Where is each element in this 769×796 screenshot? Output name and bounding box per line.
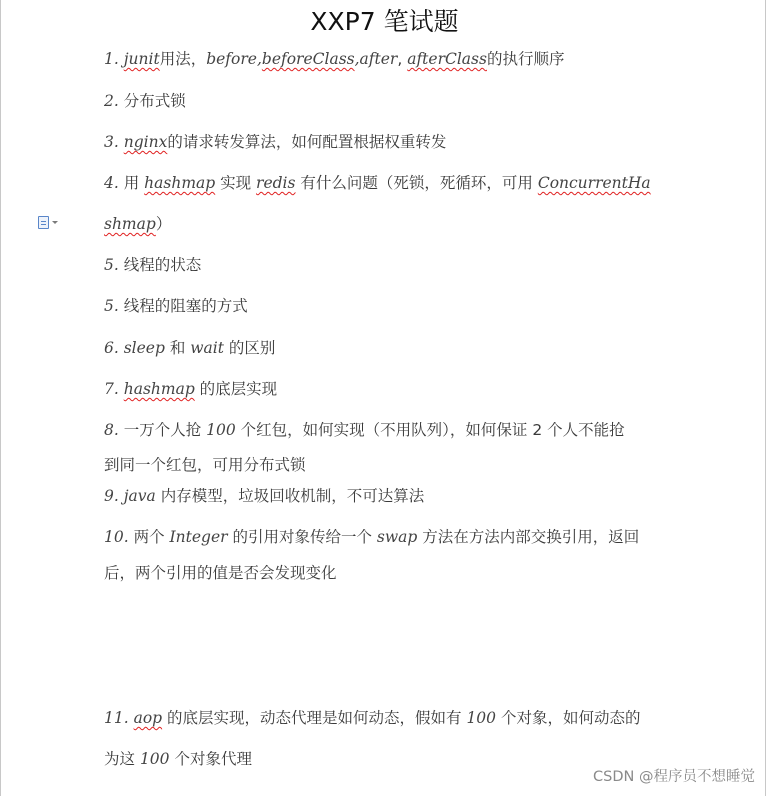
question-number: 1.: [104, 50, 124, 68]
question-number: 6.: [104, 339, 124, 357]
question-7: [104, 378, 277, 400]
text-segment: 两个: [133, 528, 170, 546]
question-11: [104, 707, 640, 729]
page-border-right: [765, 0, 766, 796]
question-number: 5.: [104, 256, 124, 274]
chevron-down-icon: [52, 221, 58, 224]
keyword-integer: Integer: [169, 528, 228, 546]
question-5-b: [104, 295, 248, 317]
text-segment: 的请求转发算法，如何配置根据权重转发: [167, 133, 447, 151]
text-segment: 内存模型，垃圾回收机制，不可达算法: [155, 487, 425, 505]
question-3: [104, 131, 446, 153]
text-segment: 线程的状态: [123, 256, 202, 274]
question-number: 2.: [104, 92, 124, 110]
keyword-before: before: [206, 50, 257, 68]
keyword-concurrenthashmap-end: shmap: [104, 215, 156, 233]
text-segment: 用法，: [159, 50, 207, 68]
text-segment: 的底层实现，动态代理是如何动态，假如有: [162, 709, 467, 727]
text-segment: 个对象代理: [169, 750, 252, 768]
keyword-hashmap: hashmap: [123, 380, 195, 398]
keyword-concurrenthashmap: ConcurrentHa: [537, 174, 651, 192]
question-number: 4.: [104, 174, 124, 192]
keyword-beforeclass: beforeClass: [261, 50, 355, 68]
keyword-aop: aop: [133, 709, 163, 727]
number-100: 100: [139, 750, 170, 768]
number-100: 100: [466, 709, 497, 727]
text-segment: ,: [256, 50, 262, 68]
question-1: [104, 48, 564, 70]
text-segment: 个红包，如何实现（不用队列），如何保证 2 个人不能抢: [235, 421, 625, 439]
text-segment: ）: [155, 215, 172, 233]
text-segment: 线程的阻塞的方式: [123, 297, 248, 315]
question-6: [104, 337, 275, 359]
text-segment: 个对象，如何动态的: [496, 709, 641, 727]
text-segment: 方法在方法内部交换引用，返回: [417, 528, 640, 546]
document-comment-icon[interactable]: [38, 214, 64, 230]
text-segment: 为这: [104, 750, 140, 768]
document-title: XXP7 笔试题: [310, 7, 459, 36]
keyword-redis: redis: [256, 174, 296, 192]
keyword-junit: junit: [123, 50, 160, 68]
keyword-afterclass: afterClass: [407, 50, 487, 68]
keyword-nginx: nginx: [123, 133, 168, 151]
watermark: CSDN @程序员不想睡觉: [593, 769, 755, 785]
question-4-continued: [104, 213, 171, 235]
text-segment: 的引用对象传给一个: [227, 528, 377, 546]
text-segment: 的底层实现: [194, 380, 278, 398]
text-segment: 的区别: [223, 339, 276, 357]
question-number: 9.: [104, 487, 124, 505]
text-segment: 分布式锁: [123, 92, 186, 110]
question-number: 8.: [104, 421, 124, 439]
question-8-continued: [104, 454, 306, 476]
text-segment: 有什么问题（死锁，死循环，可用: [295, 174, 538, 192]
text-segment: 的执行顺序: [486, 50, 565, 68]
page-border-left: [0, 0, 1, 796]
number-100: 100: [206, 421, 236, 439]
keyword-sleep: sleep: [123, 339, 165, 357]
text-segment: 实现: [215, 174, 257, 192]
keyword-swap: swap: [376, 528, 418, 546]
question-9: [104, 485, 424, 507]
text-segment: 一万个人抢: [123, 421, 207, 439]
question-number: 10.: [104, 528, 134, 546]
question-10: [104, 526, 639, 548]
question-4: [104, 172, 651, 194]
text-segment: 后，两个引用的值是否会发现变化: [104, 564, 337, 582]
document-icon: [38, 216, 49, 229]
text-segment: 到同一个红包，可用分布式锁: [104, 456, 306, 474]
question-10-continued: [104, 562, 337, 584]
text-segment: 和: [164, 339, 191, 357]
question-number: 3.: [104, 133, 124, 151]
keyword-after: after: [359, 50, 398, 68]
keyword-wait: wait: [190, 339, 224, 357]
text-segment: 用: [123, 174, 145, 192]
question-5-a: [104, 254, 201, 276]
question-number: 7.: [104, 380, 124, 398]
question-number: 11.: [104, 709, 134, 727]
question-2: [104, 90, 186, 112]
keyword-hashmap: hashmap: [144, 174, 216, 192]
question-number: 5.: [104, 297, 124, 315]
question-11-continued: [104, 748, 252, 770]
text-segment: ,: [354, 50, 360, 68]
question-8: [104, 419, 625, 441]
text-segment: ,: [397, 50, 408, 68]
keyword-java: java: [123, 487, 156, 505]
